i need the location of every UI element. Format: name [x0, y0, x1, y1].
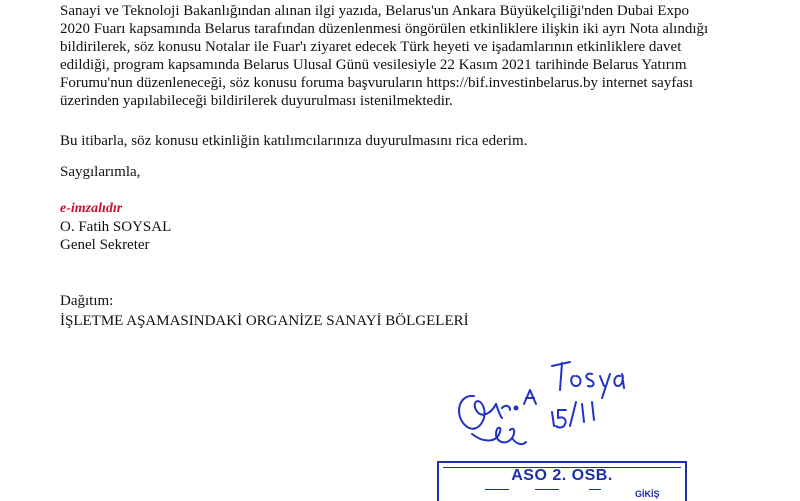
signer-title: Genel Sekreter [60, 237, 150, 253]
signer-name: O. Fatih SOYSAL [60, 219, 172, 235]
body-paragraph-2: Bu itibarla, söz konusu etkinliğin katılımcılarınıza duyurulmasını rica ederim. [60, 133, 528, 149]
paragraph-line: bildirilerek, söz konusu Notalar ile Fuar'ı ziyaret edecek Türk heyeti ve işadamlarının etkinliklere davet [60, 39, 682, 55]
distribution-label: Dağıtım: [60, 293, 114, 309]
e-signature-note: e-imzalıdır [60, 201, 123, 216]
body-paragraph-1 [60, 2, 724, 110]
paragraph-line: edildiği, program kapsamında Belarus Ulusal Günü vesilesiyle 22 Kasım 2021 tarihinde Belarus Yatırım [60, 57, 687, 73]
distribution-item: İŞLETME AŞAMASINDAKİ ORGANİZE SANAYİ BÖLGELERİ [60, 313, 469, 329]
closing-salutation: Saygılarımla, [60, 164, 141, 180]
stamp-label-fragment: GİKİŞ [635, 489, 660, 499]
stamp-title: ASO 2. OSB. [511, 467, 613, 484]
paragraph-line: Forumu'nun düzenleneceği, söz konusu foruma başvuruların https://bif.investinbelarus.by internet sayfası [60, 75, 693, 91]
paragraph-line: 2020 Fuarı kapsamında Belarus tarafından düzenlenmesi öngörülen etkinliklere ilişkin iki ayrı Nota alındığı [60, 21, 709, 37]
paragraph-line: Sanayi ve Teknoloji Bakanlığından alınan ilgi yazıda, Belarus'un Ankara Büyükelçiliği'nden Dubai Expo [60, 3, 689, 19]
paragraph-line: üzerinden yapılabileceği bildirilerek duyurulması istenilmektedir. [60, 93, 453, 109]
incoming-document-stamp [437, 461, 687, 501]
handwritten-signature [452, 346, 632, 456]
